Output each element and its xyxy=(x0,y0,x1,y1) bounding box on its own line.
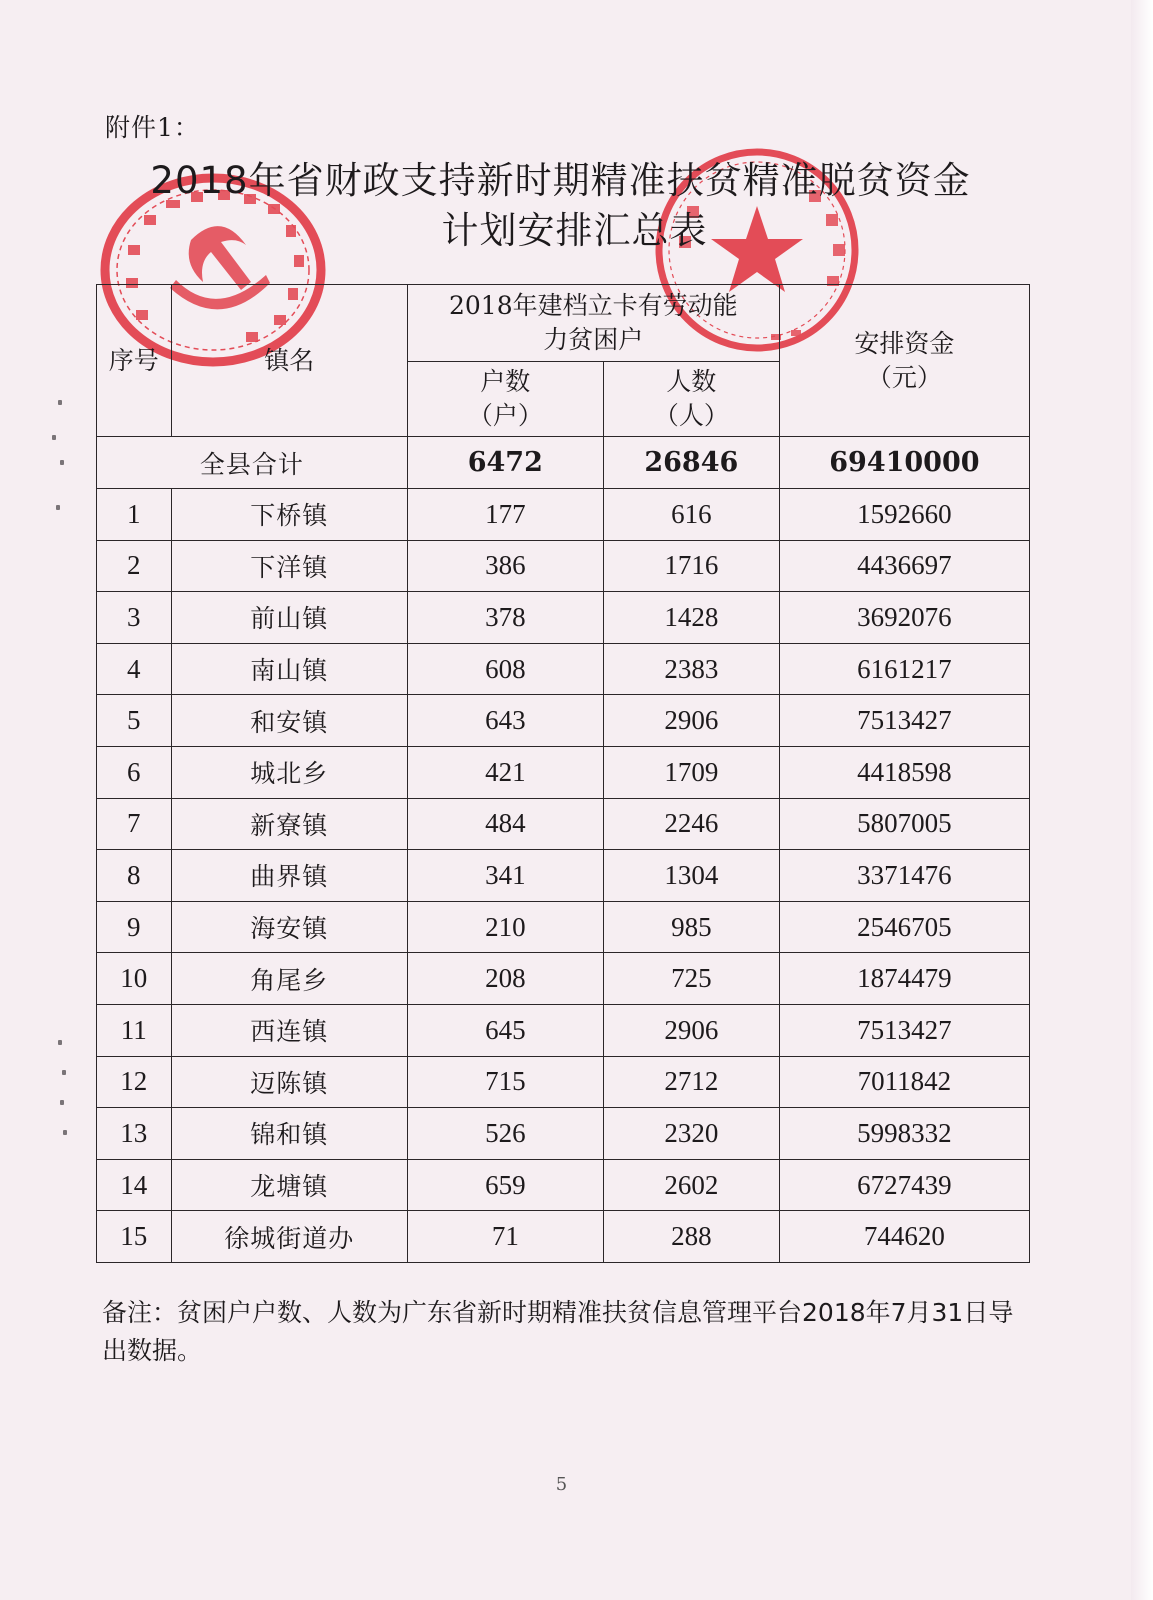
row-seq: 14 xyxy=(97,1159,172,1211)
row-town: 锦和镇 xyxy=(171,1108,407,1160)
row-households: 715 xyxy=(407,1056,603,1108)
row-households: 421 xyxy=(407,746,603,798)
footnote: 备注：贫困户户数、人数为广东省新时期精准扶贫信息管理平台2018年7月31日导出数据。 xyxy=(102,1298,1014,1365)
row-funds: 7513427 xyxy=(779,695,1029,747)
scan-speck xyxy=(56,505,60,510)
row-people: 2712 xyxy=(603,1056,779,1108)
scan-speck xyxy=(58,1040,62,1045)
table-body xyxy=(97,489,1030,1263)
row-people: 2320 xyxy=(603,1108,779,1160)
row-seq: 10 xyxy=(97,953,172,1005)
row-town: 西连镇 xyxy=(171,1004,407,1056)
total-people: 26846 xyxy=(603,437,779,489)
table-row xyxy=(97,746,1030,798)
table-row xyxy=(97,540,1030,592)
total-label: 全县合计 xyxy=(97,437,408,489)
table-row xyxy=(97,798,1030,850)
row-funds: 3371476 xyxy=(779,850,1029,902)
row-people: 2602 xyxy=(603,1159,779,1211)
row-seq: 11 xyxy=(97,1004,172,1056)
row-people: 616 xyxy=(603,489,779,541)
row-households: 210 xyxy=(407,901,603,953)
row-people: 1304 xyxy=(603,850,779,902)
row-people: 2383 xyxy=(603,643,779,695)
row-people: 1709 xyxy=(603,746,779,798)
header-households: 户数（户） xyxy=(407,362,603,437)
page-number: 5 xyxy=(555,1474,568,1495)
row-people: 1428 xyxy=(603,592,779,644)
row-households: 484 xyxy=(407,798,603,850)
table-row xyxy=(97,1159,1030,1211)
scan-speck xyxy=(60,1100,64,1105)
row-funds: 7011842 xyxy=(779,1056,1029,1108)
row-town: 前山镇 xyxy=(171,592,407,644)
row-funds: 6727439 xyxy=(779,1159,1029,1211)
scan-speck xyxy=(62,1070,66,1075)
row-households: 526 xyxy=(407,1108,603,1160)
row-town: 曲界镇 xyxy=(171,850,407,902)
row-funds: 744620 xyxy=(779,1211,1029,1263)
row-people: 288 xyxy=(603,1211,779,1263)
row-households: 177 xyxy=(407,489,603,541)
row-town: 下洋镇 xyxy=(171,540,407,592)
row-seq: 1 xyxy=(97,489,172,541)
row-seq: 15 xyxy=(97,1211,172,1263)
row-town: 新寮镇 xyxy=(171,798,407,850)
table-row xyxy=(97,695,1030,747)
table-row xyxy=(97,901,1030,953)
row-people: 725 xyxy=(603,953,779,1005)
document-title-line2: 计划安排汇总表 xyxy=(441,209,708,252)
total-households: 6472 xyxy=(407,437,603,489)
table-row xyxy=(97,850,1030,902)
row-households: 659 xyxy=(407,1159,603,1211)
scan-speck xyxy=(52,435,56,440)
table-row xyxy=(97,489,1030,541)
row-town: 徐城街道办 xyxy=(171,1211,407,1263)
row-town: 龙塘镇 xyxy=(171,1159,407,1211)
table-row xyxy=(97,953,1030,1005)
row-funds: 4418598 xyxy=(779,746,1029,798)
header-seq: 序号 xyxy=(97,285,172,437)
row-funds: 7513427 xyxy=(779,1004,1029,1056)
row-town: 下桥镇 xyxy=(171,489,407,541)
row-households: 71 xyxy=(407,1211,603,1263)
row-people: 2246 xyxy=(603,798,779,850)
row-funds: 3692076 xyxy=(779,592,1029,644)
row-households: 645 xyxy=(407,1004,603,1056)
header-town: 镇名 xyxy=(171,285,407,437)
row-households: 378 xyxy=(407,592,603,644)
row-households: 208 xyxy=(407,953,603,1005)
row-seq: 9 xyxy=(97,901,172,953)
row-seq: 7 xyxy=(97,798,172,850)
table-row xyxy=(97,1004,1030,1056)
scan-speck xyxy=(58,400,62,405)
header-funds: 安排资金（元） xyxy=(779,285,1029,437)
total-row xyxy=(97,437,1030,489)
row-seq: 4 xyxy=(97,643,172,695)
header-group: 2018年建档立卡有劳动能力贫困户 xyxy=(407,285,779,362)
row-town: 和安镇 xyxy=(171,695,407,747)
row-households: 341 xyxy=(407,850,603,902)
row-households: 386 xyxy=(407,540,603,592)
total-funds: 69410000 xyxy=(779,437,1029,489)
row-seq: 2 xyxy=(97,540,172,592)
row-seq: 5 xyxy=(97,695,172,747)
row-seq: 12 xyxy=(97,1056,172,1108)
table-row xyxy=(97,592,1030,644)
row-town: 城北乡 xyxy=(171,746,407,798)
row-town: 海安镇 xyxy=(171,901,407,953)
table-row xyxy=(97,643,1030,695)
row-town: 角尾乡 xyxy=(171,953,407,1005)
funds-table xyxy=(96,284,1030,1263)
row-funds: 5807005 xyxy=(779,798,1029,850)
row-funds: 6161217 xyxy=(779,643,1029,695)
row-households: 643 xyxy=(407,695,603,747)
row-people: 985 xyxy=(603,901,779,953)
document-title-line1: 2018年省财政支持新时期精准扶贫精准脱贫资金 xyxy=(150,159,971,202)
scan-speck xyxy=(60,460,64,465)
row-seq: 8 xyxy=(97,850,172,902)
row-funds: 1592660 xyxy=(779,489,1029,541)
row-people: 1716 xyxy=(603,540,779,592)
row-households: 608 xyxy=(407,643,603,695)
row-seq: 6 xyxy=(97,746,172,798)
row-town: 南山镇 xyxy=(171,643,407,695)
row-seq: 3 xyxy=(97,592,172,644)
row-seq: 13 xyxy=(97,1108,172,1160)
table-row xyxy=(97,1108,1030,1160)
table-row xyxy=(97,1211,1030,1263)
row-funds: 4436697 xyxy=(779,540,1029,592)
row-people: 2906 xyxy=(603,695,779,747)
row-town: 迈陈镇 xyxy=(171,1056,407,1108)
table-row xyxy=(97,1056,1030,1108)
scan-speck xyxy=(63,1130,67,1135)
row-people: 2906 xyxy=(603,1004,779,1056)
row-funds: 2546705 xyxy=(779,901,1029,953)
attachment-label: 附件1： xyxy=(105,113,200,142)
header-people: 人数（人） xyxy=(603,362,779,437)
row-funds: 5998332 xyxy=(779,1108,1029,1160)
row-funds: 1874479 xyxy=(779,953,1029,1005)
